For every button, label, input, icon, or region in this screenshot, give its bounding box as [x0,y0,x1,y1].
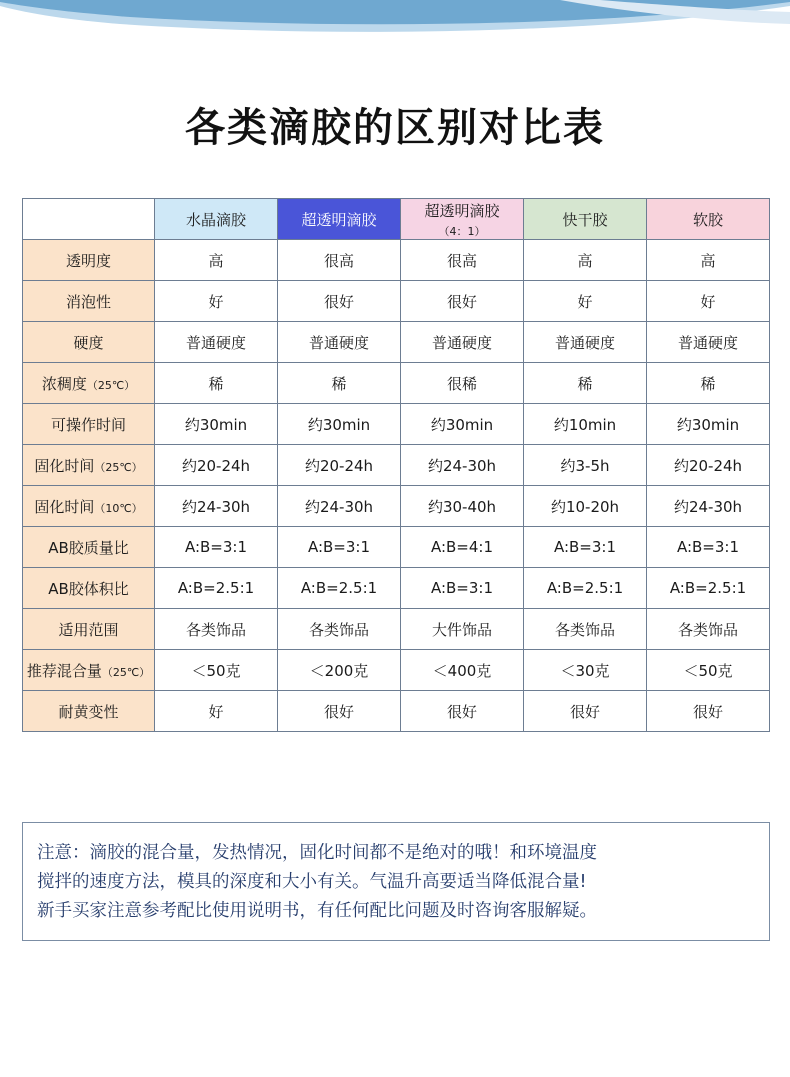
table-cell: 约24-30h [401,445,524,486]
row-label-text: 适用范围 [58,620,119,639]
table-row [23,240,770,281]
table-cell: A:B=3:1 [155,527,278,568]
row-label [23,445,155,486]
table-cell: 很高 [278,240,401,281]
row-label-text: 可操作时间 [50,415,126,434]
table-cell: 普通硬度 [647,322,770,363]
row-label-text: 固化时间 [34,456,95,475]
table-header-row [23,199,770,240]
table-cell: 很好 [278,281,401,322]
table-cell: 普通硬度 [524,322,647,363]
table-cell: A:B=3:1 [524,527,647,568]
table-row [23,527,770,568]
page-title: 各类滴胶的区别对比表 [185,105,605,151]
table-cell: 稀 [155,363,278,404]
table-header-col-4 [524,199,647,240]
row-label [23,527,155,568]
table-cell: 约30min [401,404,524,445]
row-label-text: 固化时间 [34,497,95,516]
note-line-2: 搅拌的速度方法，模具的深度和大小有关。气温升高要适当降低混合量! [37,871,587,892]
table-header-corner [23,199,155,240]
table-cell: 很好 [401,691,524,732]
table-cell: ＜30克 [524,650,647,691]
table-row [23,650,770,691]
table-cell: 各类饰品 [524,609,647,650]
table-cell: 约3-5h [524,445,647,486]
table-header-label: 超透明滴胶 [301,210,377,229]
table-cell: 普通硬度 [155,322,278,363]
table-cell: 很高 [401,240,524,281]
table-cell: 很好 [524,691,647,732]
table-header-col-2 [278,199,401,240]
table-row [23,691,770,732]
row-label [23,322,155,363]
table-header-label: 软胶 [692,210,723,229]
table-cell: 很好 [278,691,401,732]
table-cell: A:B=2.5:1 [278,568,401,609]
table-header-label: 快干胶 [562,210,608,229]
table-row [23,322,770,363]
row-label [23,240,155,281]
row-label-text: 推荐混合量 [26,661,102,680]
table-cell: 高 [524,240,647,281]
table-header-label: 超透明滴胶 [424,201,500,220]
row-label [23,486,155,527]
table-cell: 各类饰品 [647,609,770,650]
table-cell: 约24-30h [278,486,401,527]
row-label-text: 硬度 [73,333,104,352]
row-label [23,568,155,609]
row-label [23,691,155,732]
table-cell: ＜400克 [401,650,524,691]
table-cell: 高 [647,240,770,281]
table-cell: A:B=4:1 [401,527,524,568]
table-cell: ＜50克 [647,650,770,691]
table-cell: A:B=3:1 [401,568,524,609]
table-row [23,609,770,650]
row-label-text: 透明度 [65,251,111,270]
table-cell: 约30min [647,404,770,445]
table-cell: A:B=2.5:1 [647,568,770,609]
table-row [23,445,770,486]
table-cell: 约20-24h [155,445,278,486]
row-label-unit: （10℃） [94,501,143,515]
table-cell: 约10min [524,404,647,445]
table-row [23,363,770,404]
table-row [23,404,770,445]
row-label [23,650,155,691]
table-cell: 约30min [278,404,401,445]
table-cell: 普通硬度 [278,322,401,363]
table-cell: 很好 [647,691,770,732]
row-label [23,609,155,650]
row-label [23,281,155,322]
row-label-unit: （25℃） [94,460,143,474]
table-cell: 大件饰品 [401,609,524,650]
top-decorative-banner [0,0,790,42]
table-cell: 很好 [401,281,524,322]
table-cell: 约20-24h [278,445,401,486]
table-cell: ＜200克 [278,650,401,691]
table-cell: 约10-20h [524,486,647,527]
table-cell: 好 [524,281,647,322]
row-label-text: AB胶体积比 [48,579,129,598]
table-cell: ＜50克 [155,650,278,691]
table-cell: 约30min [155,404,278,445]
table-cell: A:B=2.5:1 [524,568,647,609]
row-label-text: AB胶质量比 [48,538,129,557]
row-label [23,404,155,445]
row-label-unit: （25℃） [86,378,136,392]
table-cell: 约20-24h [647,445,770,486]
table-cell: 高 [155,240,278,281]
table-cell: 各类饰品 [155,609,278,650]
table-row [23,281,770,322]
note-box [22,822,770,941]
table-cell: 约30-40h [401,486,524,527]
table-cell: 稀 [647,363,770,404]
table-header-col-3 [401,199,524,240]
comparison-table [22,198,770,732]
table-cell: 约24-30h [647,486,770,527]
table-cell: 好 [155,691,278,732]
table-cell: 稀 [524,363,647,404]
table-header-sublabel: （4：1） [438,224,486,238]
row-label [23,363,155,404]
table-header-col-5 [647,199,770,240]
note-line-3: 新手买家注意参考配比使用说明书，有任何配比问题及时咨询客服解疑。 [37,900,597,921]
table-cell: A:B=2.5:1 [155,568,278,609]
table-cell: 各类饰品 [278,609,401,650]
row-label-text: 消泡性 [65,292,111,311]
row-label-unit: （25℃） [101,665,151,679]
table-body [23,240,770,732]
table-cell: 很稀 [401,363,524,404]
note-line-1: 注意：滴胶的混合量，发热情况，固化时间都不是绝对的哦！和环境温度 [37,843,597,863]
table-header-label: 水晶滴胶 [185,210,246,229]
table-cell: A:B=3:1 [647,527,770,568]
comparison-table-wrapper [22,198,770,732]
table-cell: 好 [647,281,770,322]
table-header-col-1 [155,199,278,240]
table-row [23,568,770,609]
table-row [23,486,770,527]
table-cell: 稀 [278,363,401,404]
table-cell: A:B=3:1 [278,527,401,568]
table-cell: 普通硬度 [401,322,524,363]
row-label-text: 耐黄变性 [58,702,119,721]
table-cell: 约24-30h [155,486,278,527]
table-cell: 好 [155,281,278,322]
row-label-text: 浓稠度 [41,374,87,393]
